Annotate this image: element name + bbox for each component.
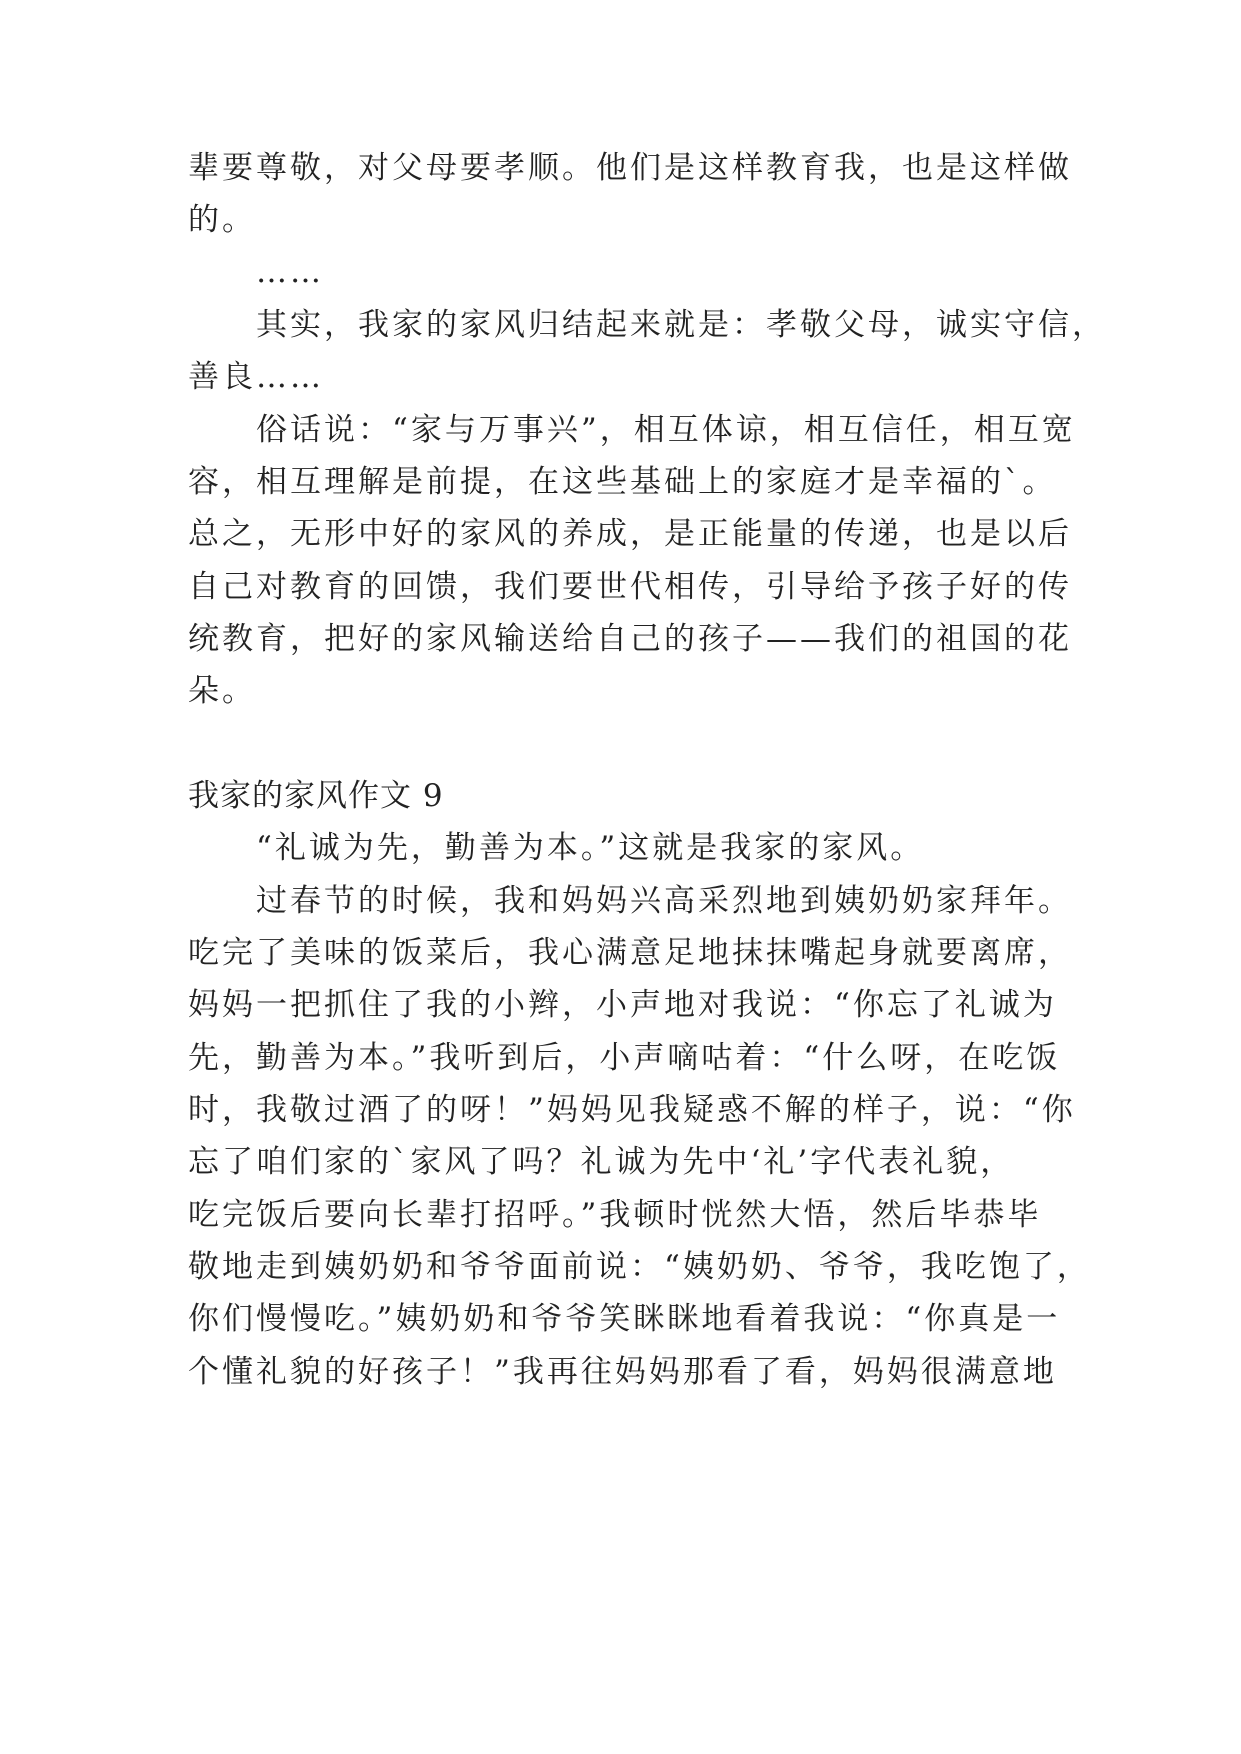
text-line: 辈要尊敬，对父母要孝顺。他们是这样教育我，也是这样做 [188,150,1072,186]
text-line: 自己对教育的回馈，我们要世代相传，引导给予孩子好的传 [188,569,1072,605]
text-line: 妈妈一把抓住了我的小辫，小声地对我说：“你忘了礼诚为 [188,987,1057,1023]
text-line: “礼诚为先，勤善为本。”这就是我家的家风。 [256,830,925,866]
text-line: 总之，无形中好的家风的养成，是正能量的传递，也是以后 [188,516,1072,552]
text-line: 朵。 [188,673,256,709]
text-line: 俗话说：“家与万事兴”，相互体谅，相互信任，相互宽 [256,412,1076,448]
section-title: 我家的家风作文 9 [188,778,444,814]
text-line: 过春节的时候，我和妈妈兴高采烈地到姨奶奶家拜年。 [256,883,1072,919]
text-line: 个懂礼貌的好孩子！”我再往妈妈那看了看，妈妈很满意地 [188,1354,1057,1390]
ellipsis-line: …… [256,254,324,290]
text-line: 敬地走到姨奶奶和爷爷面前说：“姨奶奶、爷爷，我吃饱了， [188,1249,1091,1285]
text-line: 容，相互理解是前提，在这些基础上的家庭才是幸福的`。 [188,464,1057,500]
text-line: 时，我敬过酒了的呀！”妈妈见我疑惑不解的样子，说：“你 [188,1092,1076,1128]
text-line: 善良…… [188,359,324,395]
text-line: 其实，我家的家风归结起来就是：孝敬父母，诚实守信， [256,307,1106,343]
text-line: 吃完饭后要向长辈打招呼。”我顿时恍然大悟，然后毕恭毕 [188,1197,1042,1233]
text-line: 吃完了美味的饭菜后，我心满意足地抹抹嘴起身就要离席， [188,935,1072,971]
text-line: 的。 [188,202,256,238]
text-line: 统教育，把好的家风输送给自己的孩子——我们的祖国的花 [188,621,1072,657]
text-line: 忘了咱们家的`家风了吗？礼诚为先中‘礼’字代表礼貌， [188,1144,1015,1180]
text-line: 先，勤善为本。”我听到后，小声嘀咕着：“什么呀，在吃饭 [188,1040,1061,1076]
text-line: 你们慢慢吃。”姨奶奶和爷爷笑眯眯地看着我说：“你真是一 [188,1301,1061,1337]
